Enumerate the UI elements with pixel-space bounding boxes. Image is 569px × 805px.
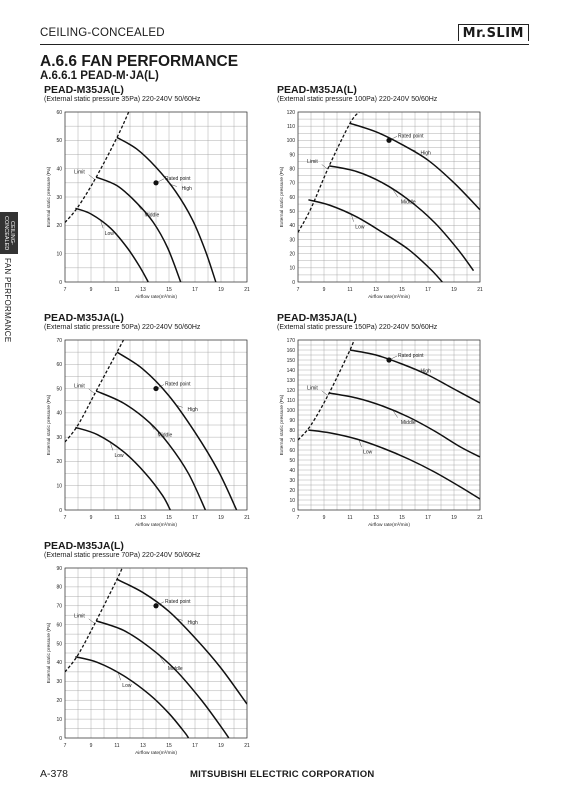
curve-label-low: Low: [355, 224, 365, 231]
x-tick-label: 9: [89, 743, 93, 749]
y-tick-label: 170: [286, 337, 295, 344]
x-tick-label: 7: [63, 515, 67, 521]
y-tick-label: 50: [56, 641, 62, 648]
y-tick-label: 40: [289, 223, 295, 230]
x-tick-label: 21: [244, 287, 250, 293]
chart-panel-150pa: [277, 313, 507, 533]
y-tick-label: 10: [56, 251, 62, 258]
y-tick-label: 70: [289, 180, 295, 187]
y-tick-label: 140: [286, 367, 295, 374]
x-tick-label: 19: [451, 287, 457, 293]
page-header: [40, 24, 529, 45]
y-tick-label: 120: [286, 387, 295, 394]
x-tick-label: 9: [89, 515, 93, 521]
side-tab: CEILING-CONCEALED: [0, 212, 18, 254]
y-tick-label: 40: [56, 410, 62, 417]
y-tick-label: 0: [292, 279, 295, 286]
chart-subtitle: (External static pressure 35Pa) 220-240V 50/60Hz: [44, 96, 201, 103]
x-tick-label: 17: [425, 287, 431, 293]
y-tick-label: 30: [289, 477, 295, 484]
curve-label-middle: Middle: [167, 666, 183, 673]
y-tick-label: 90: [289, 152, 295, 159]
series-line-low: [75, 208, 148, 282]
y-tick-label: 30: [289, 237, 295, 244]
y-tick-label: 70: [56, 603, 62, 610]
y-tick-label: 50: [56, 138, 62, 145]
x-tick-label: 21: [477, 515, 483, 521]
chart-subtitle: (External static pressure 150Pa) 220-240V 50/60Hz: [277, 324, 438, 331]
chart-title: PEAD-M35JA(L): [44, 312, 124, 324]
x-tick-label: 15: [399, 287, 405, 293]
x-tick-label: 9: [322, 287, 326, 293]
rated-point-label: Rated point: [398, 133, 424, 140]
y-tick-label: 150: [286, 357, 295, 364]
x-tick-label: 7: [296, 287, 300, 293]
side-label: FAN PERFORMANCE: [3, 258, 12, 343]
y-tick-label: 100: [286, 407, 295, 414]
y-tick-label: 70: [289, 437, 295, 444]
series-line-limit: [65, 568, 122, 672]
y-tick-label: 20: [289, 251, 295, 258]
x-tick-label: 13: [373, 515, 379, 521]
chart-subtitle: (External static pressure 100Pa) 220-240V 50/60Hz: [277, 96, 438, 103]
x-tick-label: 11: [114, 287, 120, 293]
x-tick-label: 7: [63, 287, 67, 293]
y-tick-label: 80: [289, 427, 295, 434]
x-tick-label: 9: [89, 287, 93, 293]
x-tick-label: 19: [451, 515, 457, 521]
y-tick-label: 40: [289, 467, 295, 474]
y-axis-label: External static pressure (Pa): [47, 394, 52, 456]
y-tick-label: 0: [59, 279, 62, 286]
curve-label-middle: Middle: [400, 420, 416, 427]
chart-panel-100pa: [277, 85, 507, 305]
y-axis-label: External static pressure (Pa): [280, 166, 285, 228]
curve-label-high: High: [420, 368, 431, 375]
x-tick-label: 11: [347, 515, 353, 521]
x-tick-label: 19: [218, 515, 224, 521]
x-tick-label: 11: [347, 287, 353, 293]
curve-label-high: High: [420, 150, 431, 157]
y-tick-label: 110: [287, 123, 295, 130]
y-tick-label: 10: [56, 483, 62, 490]
x-axis-label: Airflow rate(m³/min): [135, 295, 177, 300]
grid: [65, 340, 247, 510]
x-tick-label: 17: [425, 515, 431, 521]
curve-label-middle: Middle: [144, 212, 160, 219]
rated-point-marker: [386, 138, 391, 143]
y-tick-label: 50: [289, 457, 295, 464]
chart-panel-50pa: [44, 313, 274, 533]
curve-label-middle: Middle: [157, 432, 173, 439]
y-tick-label: 10: [289, 265, 295, 272]
y-tick-label: 0: [292, 507, 295, 514]
header-title: CEILING-CONCEALED: [40, 27, 165, 39]
curve-label-limit: Limit: [307, 385, 318, 392]
curve-label-high: High: [187, 406, 198, 413]
x-tick-label: 21: [244, 515, 250, 521]
page-number: A-378: [40, 768, 69, 780]
section-title: A.6.6 FAN PERFORMANCE: [40, 53, 239, 70]
x-tick-label: 21: [244, 743, 250, 749]
y-axis-label: External static pressure (Pa): [47, 622, 52, 684]
y-tick-label: 40: [56, 660, 62, 667]
x-tick-label: 15: [166, 743, 172, 749]
x-axis-label: Airflow rate(m³/min): [135, 751, 177, 756]
rated-point-leader: [391, 356, 397, 359]
y-tick-label: 30: [56, 194, 62, 201]
chart-subtitle: (External static pressure 70Pa) 220-240V 50/60Hz: [44, 552, 201, 559]
curve-label-limit: Limit: [74, 613, 85, 620]
series-line-high: [114, 352, 237, 510]
rated-point-marker: [153, 386, 158, 391]
curve-label-limit: Limit: [307, 159, 318, 166]
curve-label-high: High: [187, 619, 198, 626]
series-line-limit: [65, 340, 124, 442]
y-tick-label: 160: [286, 347, 295, 354]
rated-point-marker: [153, 180, 158, 185]
y-tick-label: 130: [286, 377, 295, 384]
y-tick-label: 0: [59, 507, 62, 514]
curve-label-low: Low: [114, 453, 124, 460]
x-tick-label: 17: [192, 743, 198, 749]
x-tick-label: 15: [166, 287, 172, 293]
curve-label-low: Low: [104, 230, 114, 237]
series-line-middle: [96, 621, 229, 738]
label-leader: [89, 175, 95, 180]
y-tick-label: 60: [289, 194, 295, 201]
label-leader: [89, 619, 95, 624]
y-tick-label: 120: [286, 109, 295, 116]
y-tick-label: 60: [289, 447, 295, 454]
chart-title: PEAD-M35JA(L): [44, 540, 124, 552]
chart-title: PEAD-M35JA(L): [277, 84, 357, 96]
y-tick-label: 20: [56, 223, 62, 230]
y-tick-label: 90: [289, 417, 295, 424]
rated-point-label: Rated point: [165, 175, 191, 182]
x-tick-label: 17: [192, 287, 198, 293]
brand-logo: Mr.SLIM: [458, 24, 529, 41]
x-tick-label: 13: [140, 515, 146, 521]
y-tick-label: 0: [59, 735, 62, 742]
y-tick-label: 30: [56, 434, 62, 441]
series-line-high: [117, 138, 216, 283]
series-line-low: [308, 430, 480, 499]
y-tick-label: 10: [56, 716, 62, 723]
fan-curve-chart: [44, 85, 274, 305]
y-tick-label: 20: [56, 698, 62, 705]
y-tick-label: 40: [56, 166, 62, 173]
x-tick-label: 7: [296, 515, 300, 521]
curve-label-middle: Middle: [400, 199, 416, 206]
rated-point-leader: [391, 136, 397, 139]
y-tick-label: 60: [56, 362, 62, 369]
y-axis-label: External static pressure (Pa): [280, 394, 285, 456]
fan-curve-chart: [277, 313, 507, 533]
y-tick-label: 50: [289, 208, 295, 215]
rated-point-leader: [158, 179, 164, 182]
fan-curve-chart: [44, 541, 274, 761]
y-tick-label: 60: [56, 109, 62, 116]
sub-title: A.6.6.1 PEAD-M·JA(L): [40, 70, 159, 82]
y-tick-label: 50: [56, 386, 62, 393]
x-tick-label: 21: [477, 287, 483, 293]
label-leader: [89, 389, 95, 394]
series-line-middle: [96, 177, 181, 282]
y-tick-label: 80: [289, 166, 295, 173]
chart-panel-35pa: [44, 85, 274, 305]
rated-point-label: Rated point: [165, 598, 191, 605]
curve-label-low: Low: [122, 682, 132, 689]
curve-label-low: Low: [363, 449, 373, 456]
y-tick-label: 80: [56, 584, 62, 591]
corporation-name: MITSUBISHI ELECTRIC CORPORATION: [190, 769, 375, 780]
y-tick-label: 100: [286, 138, 295, 145]
y-tick-label: 60: [56, 622, 62, 629]
chart-panel-70pa: [44, 541, 274, 761]
rated-point-marker: [153, 603, 158, 608]
curve-label-limit: Limit: [74, 169, 85, 176]
x-tick-label: 7: [63, 743, 67, 749]
y-tick-label: 90: [56, 565, 62, 572]
y-tick-label: 30: [56, 679, 62, 686]
fan-curve-chart: [277, 85, 507, 305]
y-tick-label: 20: [56, 459, 62, 466]
y-axis-label: External static pressure (Pa): [47, 166, 52, 228]
x-axis-label: Airflow rate(m³/min): [368, 523, 410, 528]
curve-label-limit: Limit: [74, 383, 85, 390]
chart-title: PEAD-M35JA(L): [277, 312, 357, 324]
series-line-limit: [65, 112, 129, 223]
x-tick-label: 19: [218, 287, 224, 293]
x-tick-label: 17: [192, 515, 198, 521]
x-tick-label: 11: [114, 515, 120, 521]
y-tick-label: 110: [287, 397, 295, 404]
y-tick-label: 70: [56, 337, 62, 344]
x-tick-label: 13: [140, 743, 146, 749]
x-tick-label: 9: [322, 515, 326, 521]
x-axis-label: Airflow rate(m³/min): [135, 523, 177, 528]
fan-curve-chart: [44, 313, 274, 533]
rated-point-label: Rated point: [398, 353, 424, 359]
chart-title: PEAD-M35JA(L): [44, 84, 124, 96]
x-tick-label: 19: [218, 743, 224, 749]
y-tick-label: 10: [289, 497, 295, 504]
rated-point-label: Rated point: [165, 381, 191, 388]
x-tick-label: 11: [114, 743, 120, 749]
chart-subtitle: (External static pressure 50Pa) 220-240V 50/60Hz: [44, 324, 201, 331]
x-tick-label: 15: [399, 515, 405, 521]
x-axis-label: Airflow rate(m³/min): [368, 295, 410, 300]
grid: [65, 112, 247, 282]
grid: [298, 340, 480, 510]
x-tick-label: 13: [373, 287, 379, 293]
x-tick-label: 15: [166, 515, 172, 521]
curve-label-high: High: [181, 185, 192, 192]
x-tick-label: 13: [140, 287, 146, 293]
rated-point-marker: [386, 357, 391, 362]
series-line-low: [308, 200, 442, 282]
y-tick-label: 20: [289, 487, 295, 494]
